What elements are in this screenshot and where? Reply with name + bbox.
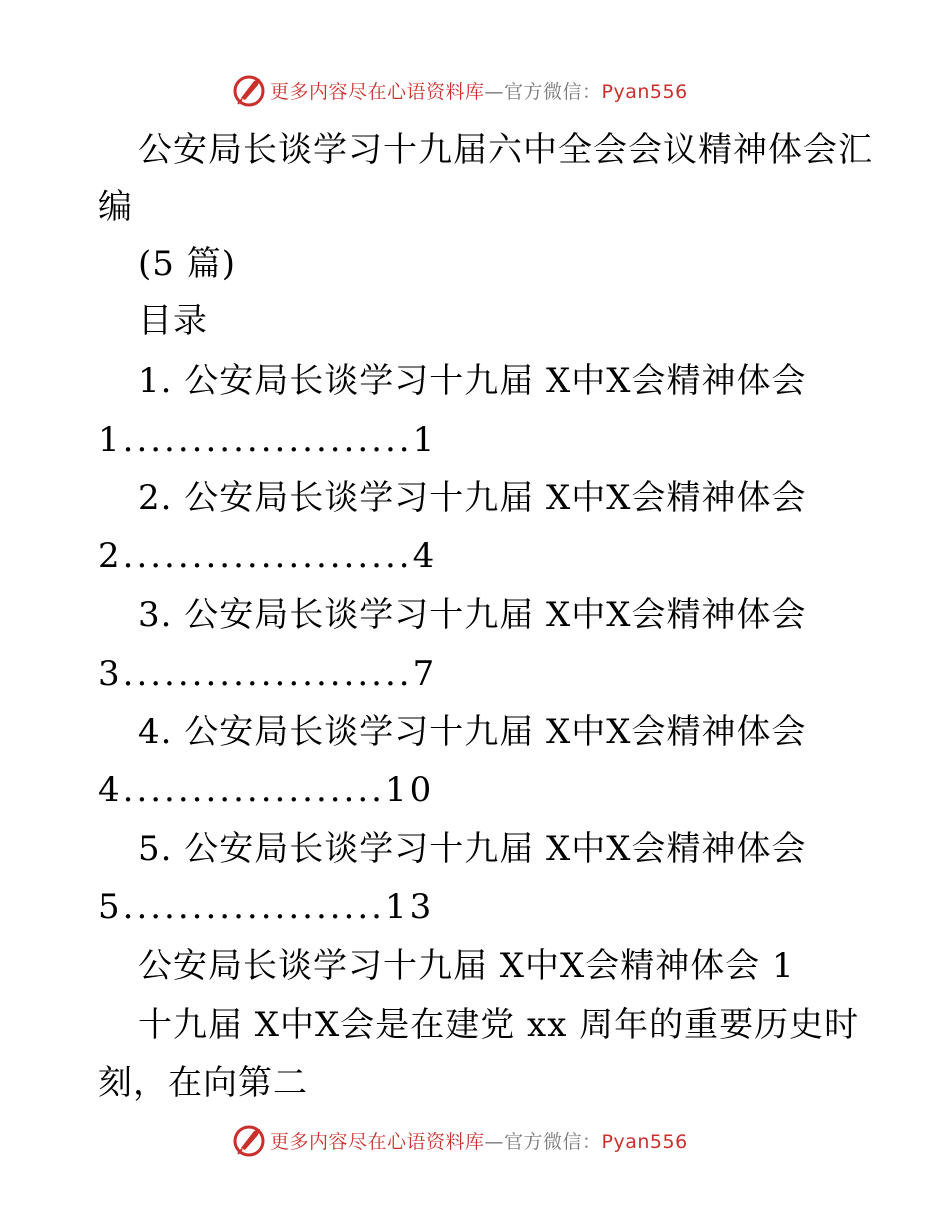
toc-item-leader-2: 2.....................4 [98,536,438,576]
watermark-separator: — [484,1130,505,1153]
document-title-line-1: 公安局长谈学习十九届六中全会会议精神体会汇 [138,130,873,170]
document-count: (5 篇) [138,244,236,284]
section-heading: 公安局长谈学习十九届 X中X会精神体会 1 [138,946,795,986]
watermark-text: 更多内容尽在心语资料库 [270,1130,485,1153]
toc-heading: 目录 [138,301,208,341]
watermark-banner-top [0,70,950,110]
toc-item-title-4: 4. 公安局长谈学习十九届 X中X会精神体会 [138,712,807,752]
watermark-banner-bottom [0,1120,950,1160]
watermark-wechat-id: Pyan556 [601,1130,688,1153]
paragraph-line-2: 刻，在向第二 [98,1063,308,1103]
document-title-line-2: 编 [98,187,133,227]
toc-item-title-5: 5. 公安局长谈学习十九届 X中X会精神体会 [138,829,807,869]
watermark-wechat-label: 官方微信： [504,80,602,103]
toc-item-leader-4: 4...................10 [98,770,435,810]
quill-pen-logo-icon [232,1122,268,1158]
toc-item-title-2: 2. 公安局长谈学习十九届 X中X会精神体会 [138,478,807,518]
toc-item-leader-1: 1.....................1 [98,420,438,460]
watermark-wechat-label: 官方微信： [504,1130,602,1153]
watermark-text: 更多内容尽在心语资料库 [270,80,485,103]
toc-item-title-1: 1. 公安局长谈学习十九届 X中X会精神体会 [138,361,807,401]
watermark-wechat-id: Pyan556 [601,80,688,103]
quill-pen-logo-icon [232,72,268,108]
toc-item-leader-3: 3.....................7 [98,654,438,694]
watermark-separator: — [484,80,505,103]
paragraph-line-1: 十九届 X中X会是在建党 xx 周年的重要历史时 [138,1005,860,1045]
toc-item-title-3: 3. 公安局长谈学习十九届 X中X会精神体会 [138,595,807,635]
toc-item-leader-5: 5...................13 [98,887,435,927]
